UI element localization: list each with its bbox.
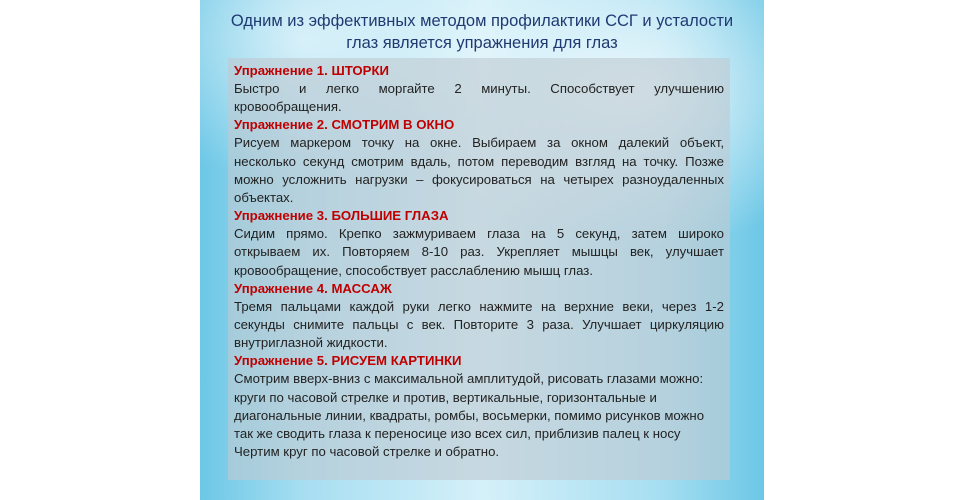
exercise-2-heading: Упражнение 2. СМОТРИМ В ОКНО — [234, 117, 455, 133]
exercise-3-heading: Упражнение 3. БОЛЬШИЕ ГЛАЗА — [234, 208, 449, 224]
exercise-1-heading: Упражнение 1. ШТОРКИ — [234, 63, 389, 78]
exercise-1 — [234, 62, 724, 116]
exercise-3 — [234, 207, 724, 280]
exercise-2-text: Рисуем маркером точку на окне. Выбираем за окном далекий объект, несколько секунд смотрим вдаль, потом переводим взгляд на точку. Позже можно усложнить нагрузки – фокусироваться на четырех разноудаленных объектах. — [234, 135, 724, 206]
exercise-5-text: Смотрим вверх-вниз с максимальной амплитудой, рисовать глазами можно: круги по часовой стрелке и против, вертикальные, горизонтальные и диагональные линии, квадраты, ромбы, восьмерки, помимо рисунков можно так же сводить глаза к переносице изо всех сил, приблизив палец к носу Чертим круг по часовой стрелке и обратно. — [234, 371, 705, 460]
slide-title-line-2: глаз является упражнения для глаз — [346, 34, 618, 52]
exercise-1-text: Быстро и легко моргайте 2 минуты. Способствует улучшению кровообращения. — [234, 81, 724, 115]
slide-title — [200, 10, 764, 54]
slide-title-line-1: Одним из эффективных методом профилактики ССГ и усталости — [230, 12, 734, 30]
exercise-4-text: Тремя пальцами каждой руки легко нажмите на верхние веки, через 1-2 секунды снимите пальцы с век. Повторите 3 раза. Улучшает циркуляцию внутриглазной жидкости. — [234, 298, 724, 351]
exercise-3-text: Сидим прямо. Крепко зажмуриваем глаза на 5 секунд, затем широко открываем их. Повторяем 8-10 раз. Укрепляет мышцы век, улучшает кровообращение, способствует расслаблению мышц глаз. — [234, 226, 724, 278]
exercise-5 — [234, 352, 724, 461]
slide — [200, 0, 764, 500]
exercise-2 — [234, 116, 724, 207]
exercise-4-heading: Упражнение 4. МАССАЖ — [234, 280, 392, 296]
exercise-panel — [228, 58, 730, 480]
exercise-5-heading: Упражнение 5. РИСУЕМ КАРТИНКИ — [234, 353, 462, 369]
exercise-4 — [234, 280, 724, 353]
